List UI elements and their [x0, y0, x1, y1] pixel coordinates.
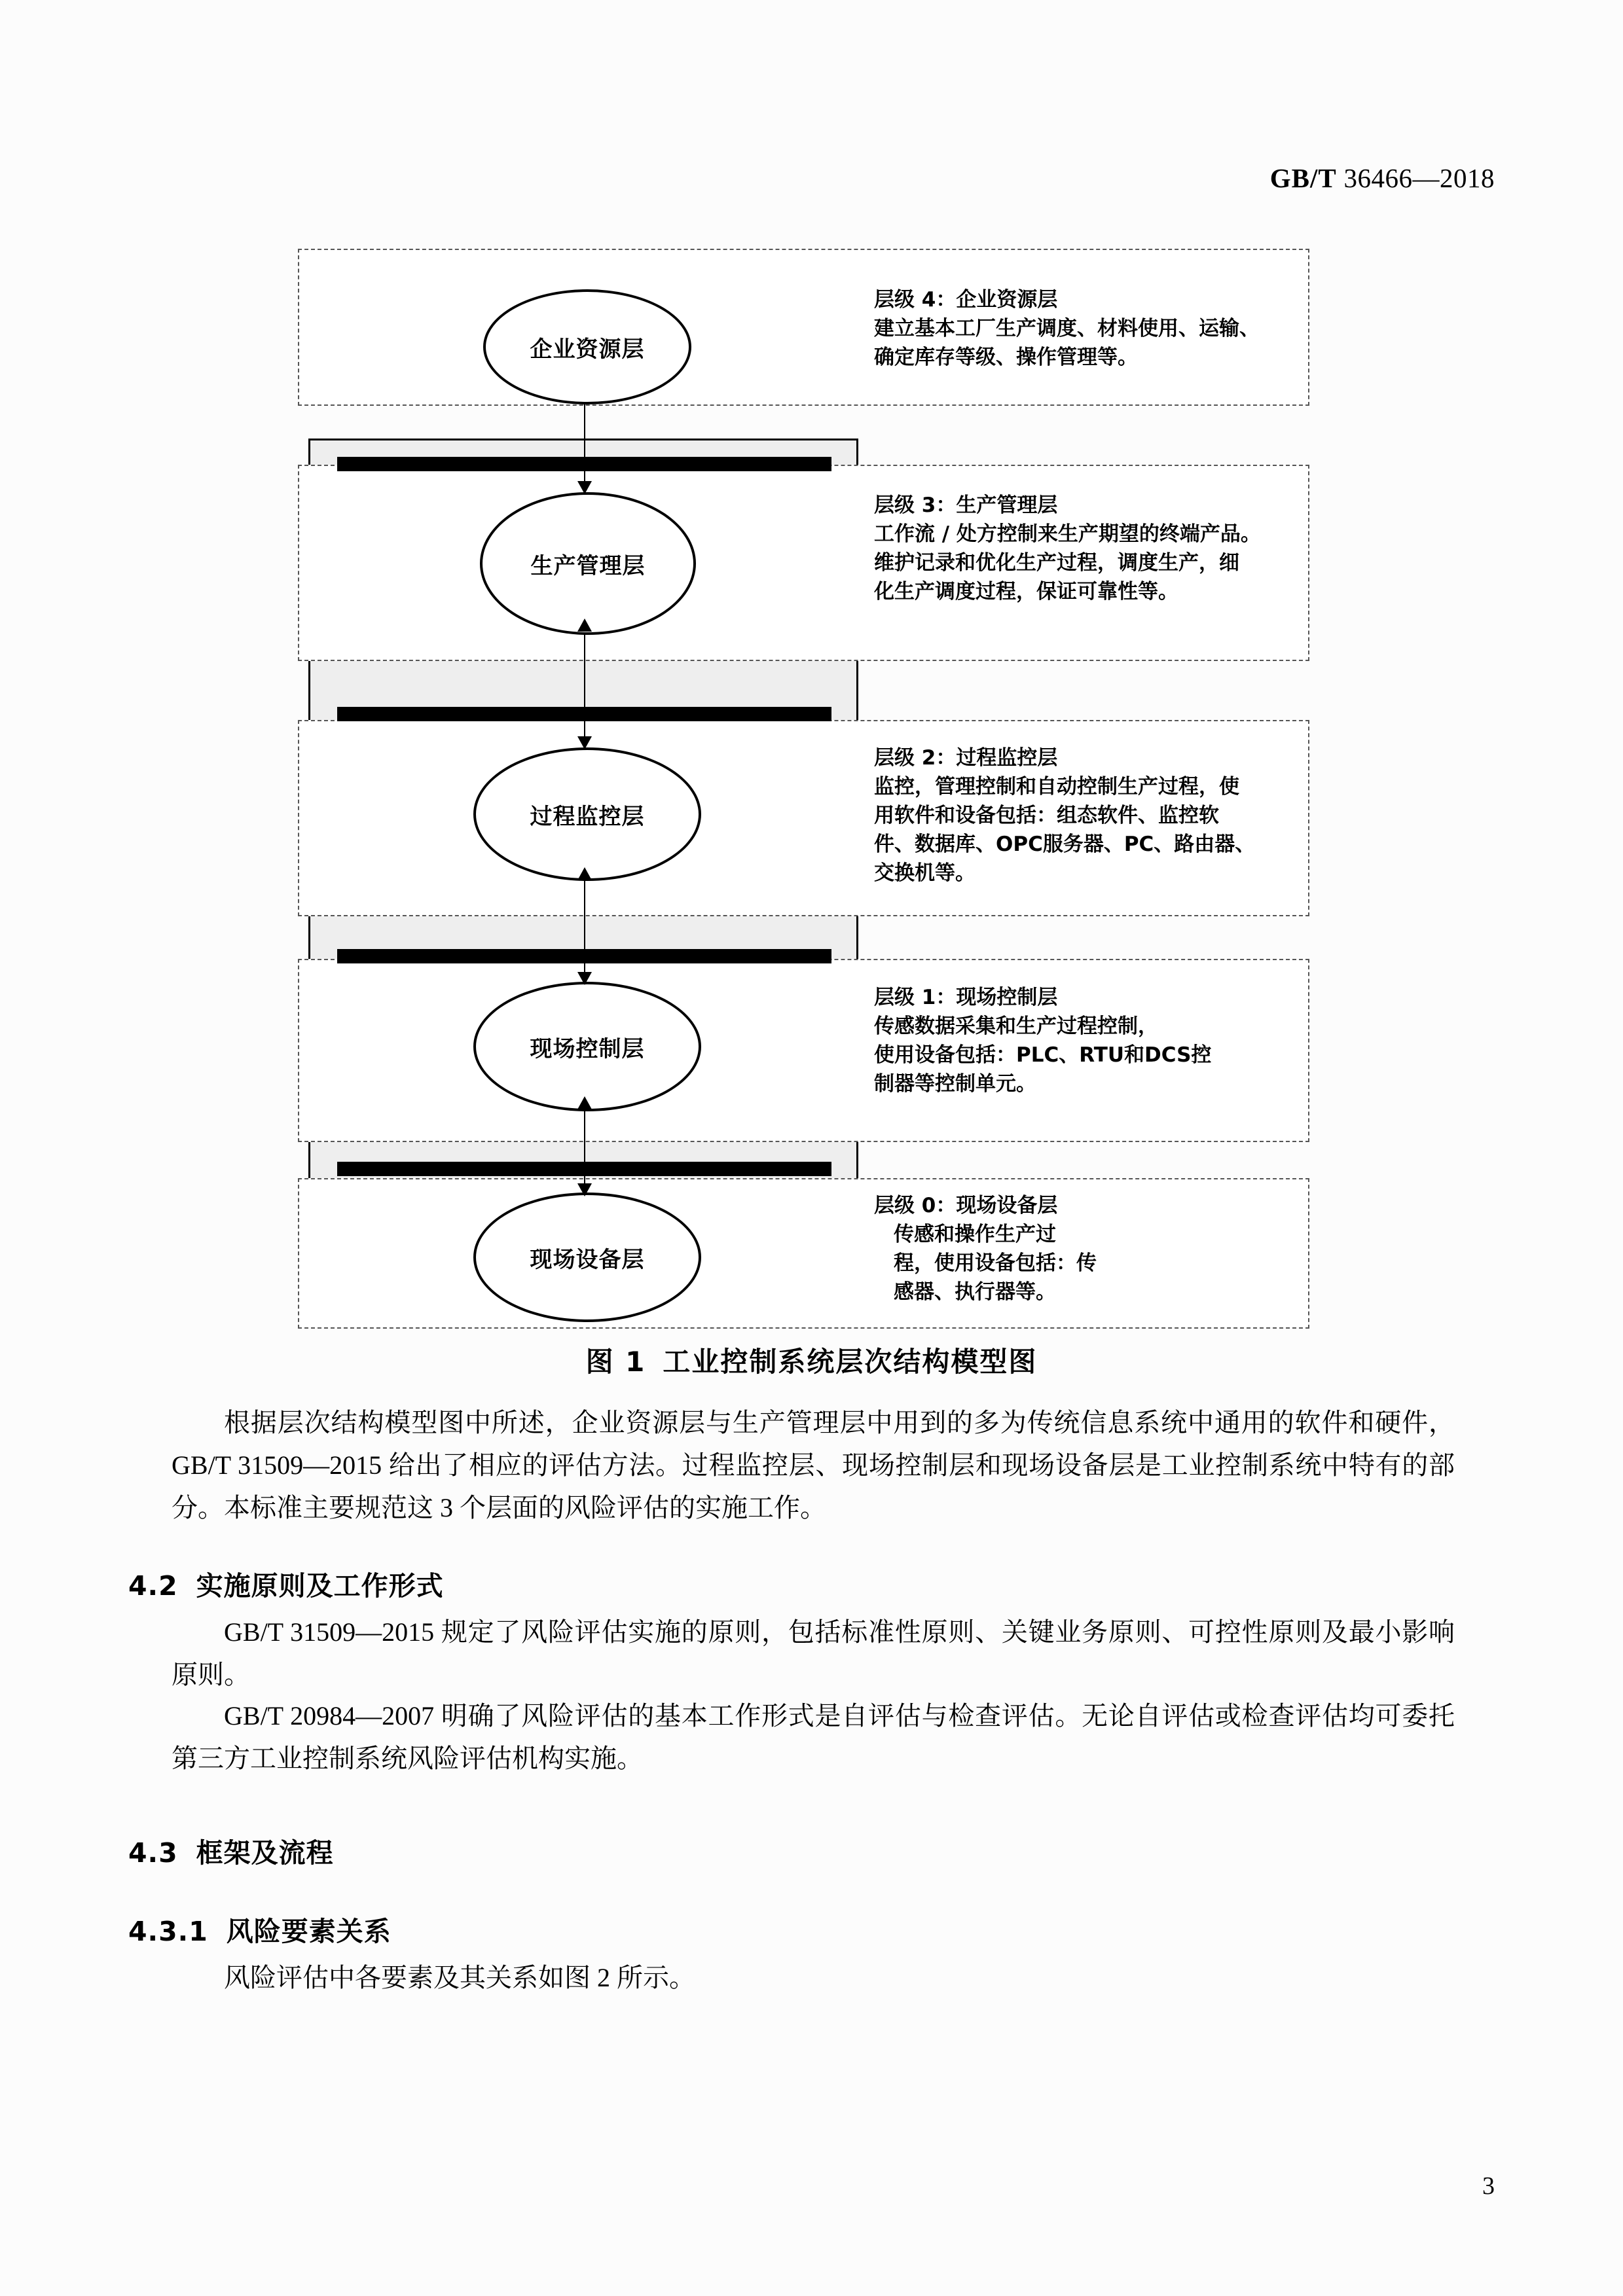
description-line: 交换机等。 [874, 861, 976, 886]
heading-number: 4.3 [128, 1837, 178, 1869]
description-line: 化生产调度过程，保证可靠性等。 [874, 580, 1178, 604]
node-field-control-layer [473, 982, 701, 1111]
paragraph: GB/T 31509—2015 规定了风险评估实施的原则，包括标准性原则、关键业务原则、可控性原则及最小影响原则。 [172, 1617, 1455, 1689]
node-label: 现场控制层 [530, 1035, 645, 1062]
node-label: 过程监控层 [530, 803, 645, 830]
node-production-management-layer [480, 492, 696, 635]
description-line: 程，使用设备包括：传 [894, 1251, 1097, 1276]
description-line: 工作流 / 处方控制来生产期望的终端产品。 [874, 522, 1261, 547]
description-title: 层级 0：现场设备层 [874, 1194, 1058, 1217]
paragraph: 风险评估中各要素及其关系如图 2 所示。 [224, 1963, 695, 1992]
arrow-down-to-level0 [577, 1183, 592, 1196]
description-line: 维护记录和优化生产过程，调度生产，细 [874, 551, 1239, 575]
description-line: 件、数据库、OPC服务器、PC、路由器、 [874, 833, 1256, 857]
heading-number: 4.3.1 [128, 1916, 208, 1947]
description-level4 [874, 285, 1293, 372]
paragraph: GB/T 20984—2007 明确了风险评估的基本工作形式是自评估与检查评估。无论自评估或检查评估均可委托第三方工业控制系统风险评估机构实施。 [172, 1701, 1455, 1773]
description-line: 监控，管理控制和自动控制生产过程，使 [874, 775, 1239, 799]
description-line: 用软件和设备包括：组态软件、监控软 [874, 804, 1219, 828]
description-title: 层级 4：企业资源层 [874, 288, 1058, 312]
arrow-up-from-level1 [577, 1096, 592, 1109]
paragraph-block-4 [172, 1957, 1455, 2000]
description-line: 感器、执行器等。 [894, 1280, 1056, 1304]
arrow-up-from-level2 [577, 867, 592, 880]
node-enterprise-resource-layer [483, 289, 691, 404]
node-field-device-layer [473, 1193, 701, 1322]
heading-4-2 [128, 1564, 444, 1603]
description-title: 层级 2：过程监控层 [874, 746, 1058, 770]
paragraph-block-3 [172, 1695, 1455, 1780]
paragraph-block-1 [172, 1402, 1455, 1529]
heading-4-3-1 [128, 1910, 392, 1948]
page-header [1270, 162, 1495, 194]
description-line: 建立基本工厂生产调度、材料使用、运输、 [874, 317, 1260, 341]
figure-caption-text: 工业控制系统层次结构模型图 [663, 1346, 1038, 1378]
description-title: 层级 1：现场控制层 [874, 986, 1058, 1009]
description-line: 制器等控制单元。 [874, 1072, 1036, 1096]
figure-1-diagram [298, 249, 1319, 1329]
description-line: 使用设备包括：PLC、RTU和DCS控 [874, 1043, 1212, 1067]
description-level3 [874, 491, 1293, 606]
arrow-down-to-level2 [577, 736, 592, 749]
node-label: 企业资源层 [530, 336, 645, 363]
node-process-monitoring-layer [473, 747, 701, 881]
paragraph: 根据层次结构模型图中所述，企业资源层与生产管理层中用到的多为传统信息系统中通用的软件和硬件，GB/T 31509—2015 给出了相应的评估方法。过程监控层、现场控制层和现场设备层是工业控制系统中特有的部分。本标准主要规范这 3 个层面的风险评估的实施工作。 [172, 1408, 1455, 1522]
node-label: 生产管理层 [530, 552, 646, 579]
arrow-up-from-level3 [577, 619, 592, 632]
heading-text: 框架及流程 [196, 1837, 334, 1869]
description-line: 传感和操作生产过 [894, 1223, 1056, 1247]
arrow-down-to-level3 [577, 481, 592, 494]
paragraph-block-2 [172, 1611, 1455, 1696]
heading-text: 风险要素关系 [226, 1916, 392, 1947]
heading-number: 4.2 [128, 1570, 178, 1602]
heading-text: 实施原则及工作形式 [196, 1570, 444, 1602]
description-line: 传感数据采集和生产过程控制， [874, 1014, 1158, 1039]
description-level0 [874, 1191, 1293, 1306]
description-level1 [874, 983, 1293, 1098]
figure-caption-number: 图 1 [585, 1346, 646, 1378]
description-level2 [874, 744, 1293, 888]
description-title: 层级 3：生产管理层 [874, 493, 1058, 517]
node-label: 现场设备层 [530, 1246, 645, 1273]
arrow-down-to-level1 [577, 972, 592, 985]
description-line: 确定库存等级、操作管理等。 [874, 346, 1138, 370]
standard-prefix: GB/T [1269, 163, 1337, 193]
figure-caption [0, 1340, 1623, 1380]
standard-number: 36466—2018 [1343, 163, 1495, 193]
page-number: 3 [1482, 2172, 1495, 2200]
heading-4-3 [128, 1831, 334, 1870]
